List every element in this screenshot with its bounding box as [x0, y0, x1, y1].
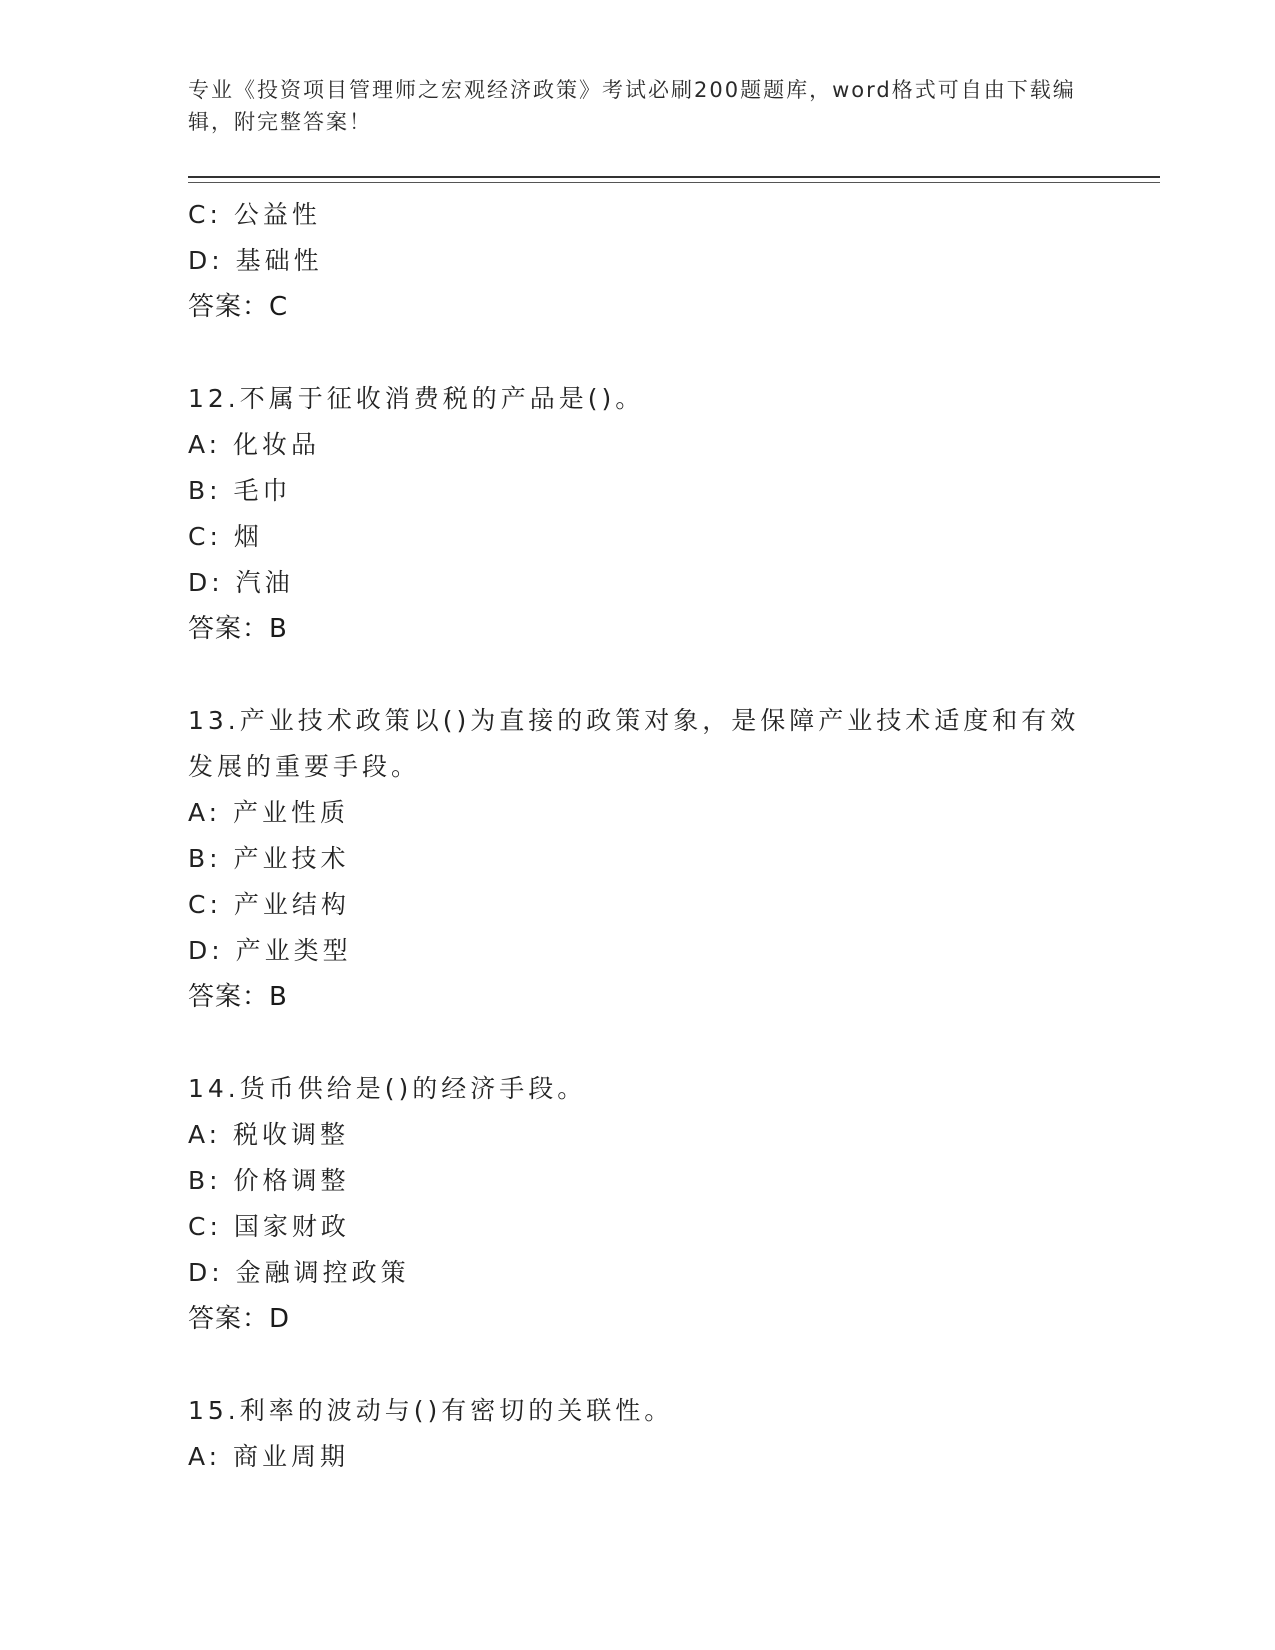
spacer	[188, 652, 1088, 698]
spacer	[188, 1020, 1088, 1066]
question-title: 13.产业技术政策以()为直接的政策对象，是保障产业技术适度和有效发展的重要手段。	[188, 706, 1080, 781]
option-a: A: 税收调整	[188, 1120, 350, 1149]
option-c: C: 烟	[188, 522, 263, 551]
question-12	[188, 376, 1088, 652]
option-d: D: 金融调控政策	[188, 1258, 410, 1287]
document-header: 专业《投资项目管理师之宏观经济政策》考试必刷200题题库，word格式可自由下载编辑，附完整答案！	[188, 78, 1076, 134]
spacer	[188, 1342, 1088, 1388]
question-14	[188, 1066, 1088, 1342]
option-b: B: 产业技术	[188, 844, 350, 873]
question-list	[188, 192, 1088, 1480]
option-a: A: 化妆品	[188, 430, 321, 459]
answer-label: 答案：D	[188, 1304, 291, 1334]
answer-label: 答案：B	[188, 614, 288, 644]
question-11-partial	[188, 192, 1088, 330]
option-b: B: 价格调整	[188, 1166, 350, 1195]
question-title: 15.利率的波动与()有密切的关联性。	[188, 1396, 674, 1425]
header-rule-thin	[188, 182, 1160, 183]
option-c: C: 国家财政	[188, 1212, 350, 1241]
option-c: C: 产业结构	[188, 890, 350, 919]
option-b: B: 毛巾	[188, 476, 292, 505]
option-d: D: 产业类型	[188, 936, 352, 965]
question-title: 12.不属于征收消费税的产品是()。	[188, 384, 645, 413]
question-13	[188, 698, 1088, 1020]
option-d: D: 汽油	[188, 568, 294, 597]
answer-label: 答案：C	[188, 292, 289, 322]
header-rule-thick	[188, 176, 1160, 178]
option-a: A: 产业性质	[188, 798, 350, 827]
option-d: D: 基础性	[188, 246, 323, 275]
question-title: 14.货币供给是()的经济手段。	[188, 1074, 587, 1103]
option-a: A: 商业周期	[188, 1442, 350, 1471]
spacer	[188, 330, 1088, 376]
answer-label: 答案：B	[188, 982, 288, 1012]
question-15	[188, 1388, 1088, 1480]
option-c: C: 公益性	[188, 200, 321, 229]
